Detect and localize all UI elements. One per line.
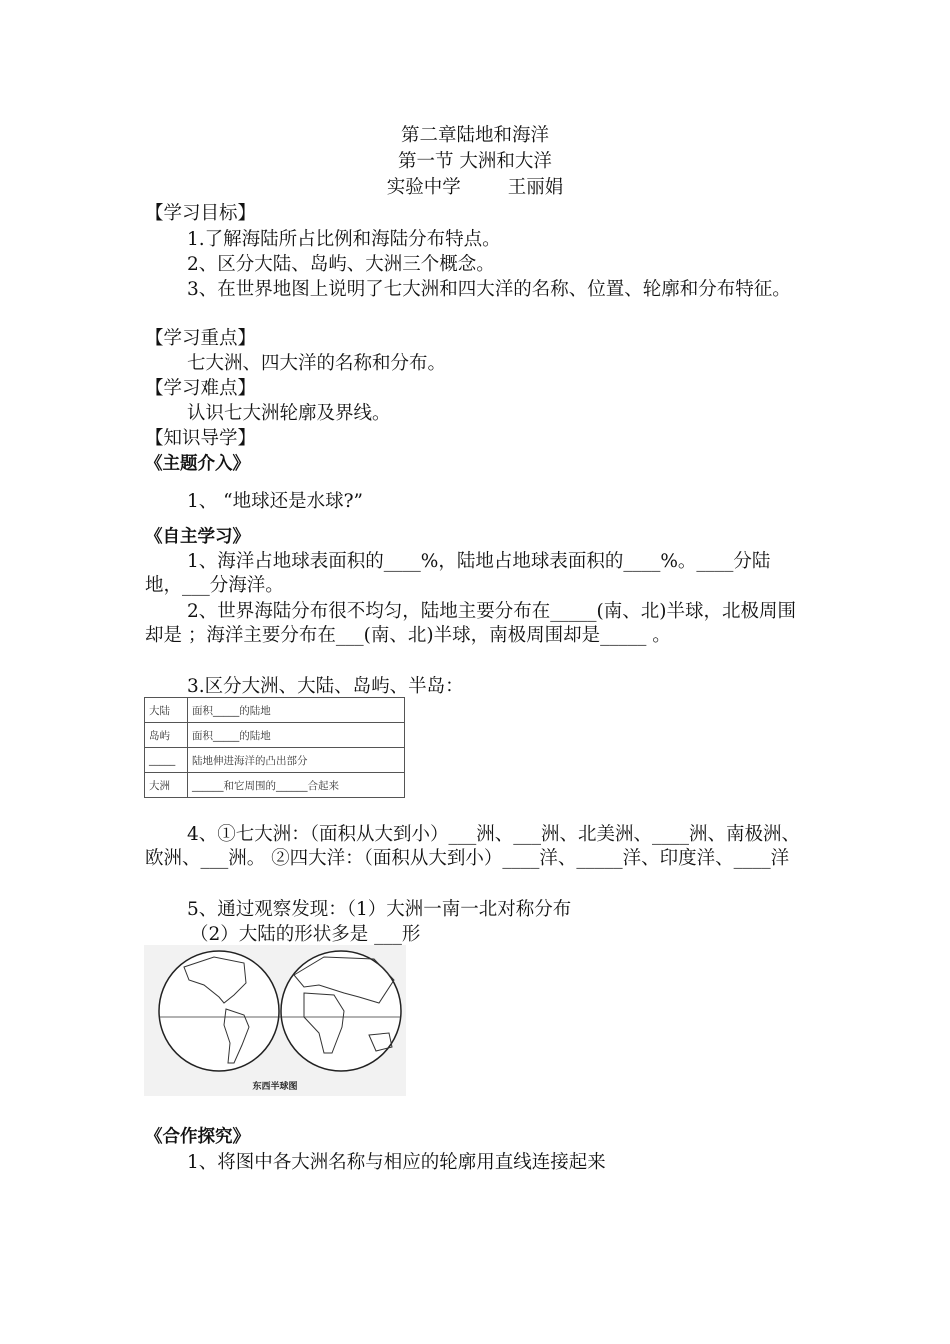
intro-q1: 1、 “地球还是水球?” xyxy=(187,491,363,512)
self-study-q5b: （2）大陆的形状多是 ___形 xyxy=(190,924,421,945)
cooperate-q1: 1、将图中各大洲名称与相应的轮廓用直线连接起来 xyxy=(187,1152,606,1173)
difficulty-text: 认识七大洲轮廓及界线。 xyxy=(187,403,391,424)
self-study-q5: 5、通过观察发现：（1）大洲一南一北对称分布 xyxy=(187,899,572,920)
map-caption: 东西半球图 xyxy=(252,1082,298,1092)
table-cell: 陆地伸进海洋的凸出部分 xyxy=(188,748,405,773)
self-study-heading: 《自主学习》 xyxy=(145,527,250,547)
hemispheres-map xyxy=(144,945,406,1096)
self-study-q4: 4、①七大洲：（面积从大到小）___洲、___洲、北美洲、____洲、南极洲、欧洲、___洲。 ②四大洋：（面积从大到小）____洋、_____洋、印度洋、____洋 xyxy=(145,824,801,869)
goal-2: 2、区分大陆、岛屿、大洲三个概念。 xyxy=(187,254,495,275)
author-line: 实验中学 王丽娟 xyxy=(386,177,564,198)
concept-table xyxy=(144,697,405,798)
guide-heading: 【知识导学】 xyxy=(145,428,257,449)
hemispheres-map-graphic xyxy=(144,945,406,1096)
table-cell: ______和它周围的______合起来 xyxy=(188,773,405,798)
table-cell: 面积_____的陆地 xyxy=(188,698,405,723)
table-row xyxy=(145,748,405,773)
goal-1: 1.了解海陆所占比例和海陆分布特点。 xyxy=(187,229,501,250)
table-cell: 面积_____的陆地 xyxy=(188,723,405,748)
focus-text: 七大洲、四大洋的名称和分布。 xyxy=(187,353,447,374)
table-cell: 大洲 xyxy=(145,773,188,798)
goals-heading: 【学习目标】 xyxy=(145,203,257,224)
table-cell: 岛屿 xyxy=(145,723,188,748)
focus-heading: 【学习重点】 xyxy=(145,328,257,349)
table-row xyxy=(145,723,405,748)
goal-3: 3、在世界地图上说明了七大洲和四大洋的名称、位置、轮廓和分布特征。 xyxy=(187,279,791,300)
self-study-q1: 1、海洋占地球表面积的____%，陆地占地球表面积的____%。____分陆地，___分海洋。 xyxy=(145,551,771,596)
table-cell: _____ xyxy=(145,748,188,773)
chapter-title: 第二章陆地和海洋 xyxy=(400,125,549,146)
table-cell: 大陆 xyxy=(145,698,188,723)
intro-heading: 《主题介入》 xyxy=(145,454,250,474)
self-study-q2: 2、世界海陆分布很不均匀，陆地主要分布在_____(南、北)半球，北极周围却是 ；海洋主要分布在___(南、北)半球，南极周围却是_____ 。 xyxy=(145,601,796,646)
cooperate-heading: 《合作探究》 xyxy=(145,1127,250,1147)
difficulty-heading: 【学习难点】 xyxy=(145,378,257,399)
self-study-q3: 3.区分大洲、大陆、岛屿、半岛： xyxy=(187,676,464,697)
section-title: 第一节 大洲和大洋 xyxy=(398,151,552,172)
table-row xyxy=(145,698,405,723)
table-row xyxy=(145,773,405,798)
